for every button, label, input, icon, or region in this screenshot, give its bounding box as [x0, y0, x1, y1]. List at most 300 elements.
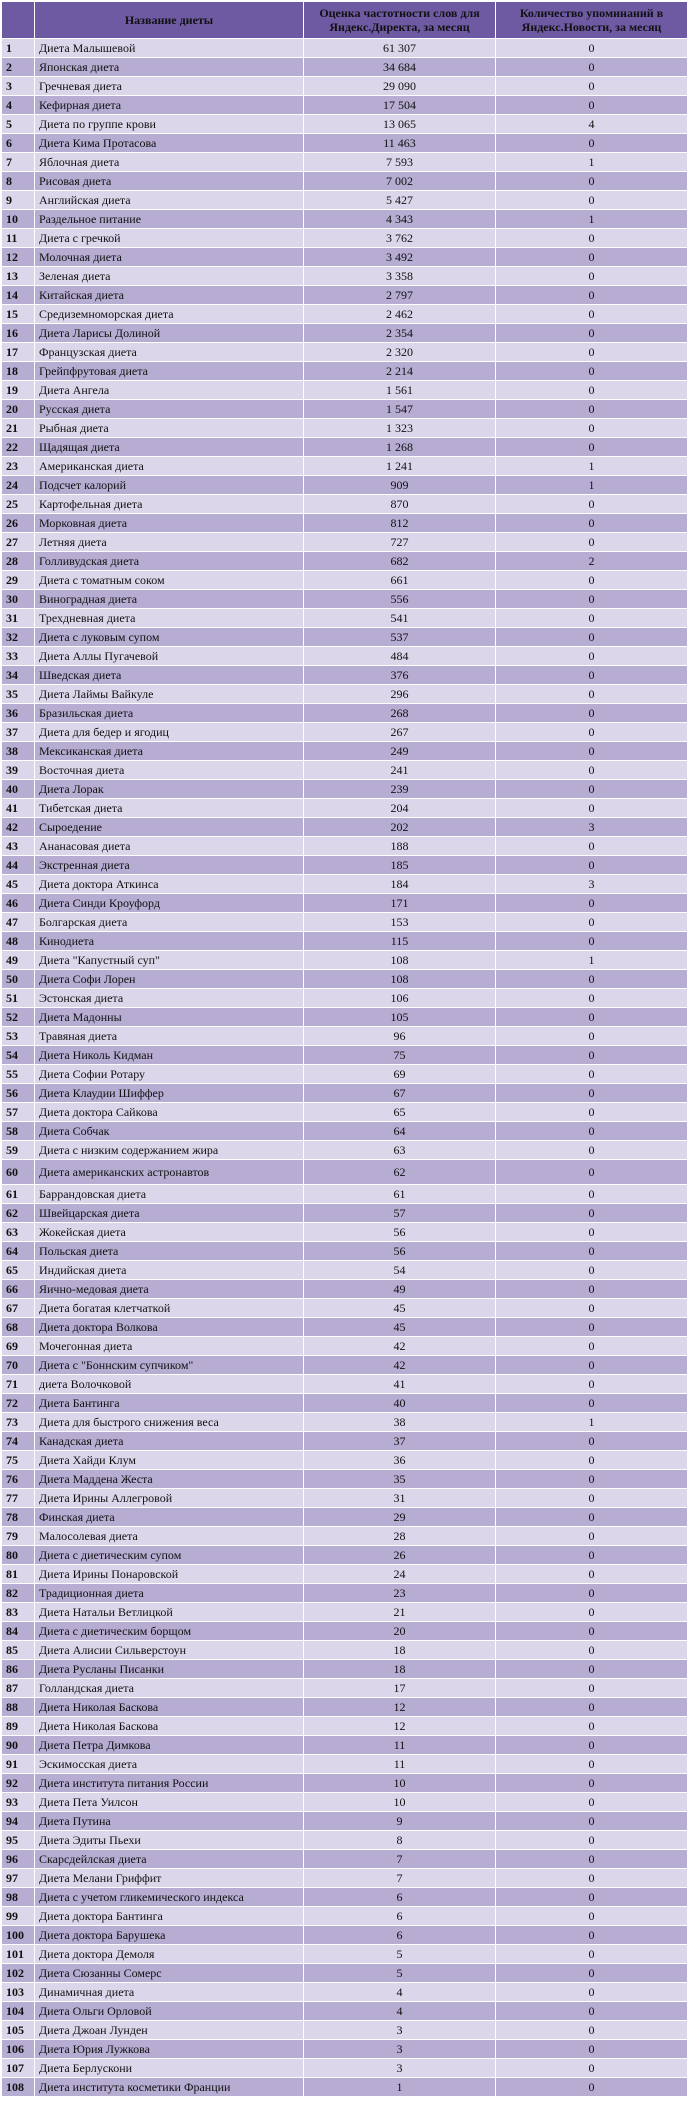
table-row [2, 1660, 688, 1679]
frequency-value: 556 [304, 590, 496, 609]
news-mentions-value: 0 [496, 571, 688, 590]
diet-name: Мексиканская диета [35, 742, 304, 761]
diet-name: Диета с низким содержанием жира [35, 1141, 304, 1160]
table-row [2, 115, 688, 134]
news-mentions-value: 0 [496, 970, 688, 989]
frequency-value: 108 [304, 951, 496, 970]
frequency-value: 67 [304, 1084, 496, 1103]
diet-name: Диета Юрия Лужкова [35, 2040, 304, 2059]
diet-name: Диета Кима Протасова [35, 134, 304, 153]
table-row [2, 2078, 688, 2097]
table-row [2, 1008, 688, 1027]
diet-name: Виноградная диета [35, 590, 304, 609]
diet-name: Малосолевая диета [35, 1527, 304, 1546]
row-number: 12 [2, 248, 35, 267]
news-mentions-value: 0 [496, 1508, 688, 1527]
frequency-value: 3 358 [304, 267, 496, 286]
diet-name: Ананасовая диета [35, 837, 304, 856]
diet-name: Японская диета [35, 58, 304, 77]
row-number: 43 [2, 837, 35, 856]
news-mentions-value: 0 [496, 1527, 688, 1546]
table-row [2, 1413, 688, 1432]
frequency-value: 57 [304, 1204, 496, 1223]
news-mentions-value: 0 [496, 1489, 688, 1508]
diet-name: Диета доктора Барушека [35, 1926, 304, 1945]
table-row [2, 1831, 688, 1850]
frequency-value: 12 [304, 1717, 496, 1736]
frequency-value: 108 [304, 970, 496, 989]
diet-name: Кефирная диета [35, 96, 304, 115]
row-number: 66 [2, 1280, 35, 1299]
table-row [2, 1223, 688, 1242]
row-number: 16 [2, 324, 35, 343]
news-mentions-value: 0 [496, 1432, 688, 1451]
table-row [2, 134, 688, 153]
table-row [2, 723, 688, 742]
row-number: 71 [2, 1375, 35, 1394]
table-row [2, 1337, 688, 1356]
row-number: 78 [2, 1508, 35, 1527]
diet-name: Канадская диета [35, 1432, 304, 1451]
table-row [2, 1850, 688, 1869]
diet-name: Сыроедение [35, 818, 304, 837]
frequency-value: 5 [304, 1945, 496, 1964]
news-mentions-value: 0 [496, 647, 688, 666]
table-row [2, 1736, 688, 1755]
row-number: 41 [2, 799, 35, 818]
table-row [2, 913, 688, 932]
diet-name: Диета Мелани Гриффит [35, 1869, 304, 1888]
row-number: 101 [2, 1945, 35, 1964]
table-row [2, 1299, 688, 1318]
news-mentions-value: 0 [496, 1223, 688, 1242]
news-mentions-value: 1 [496, 476, 688, 495]
news-mentions-value: 0 [496, 1812, 688, 1831]
frequency-value: 267 [304, 723, 496, 742]
row-number: 35 [2, 685, 35, 704]
diet-name: Диета по группе крови [35, 115, 304, 134]
news-mentions-value: 0 [496, 362, 688, 381]
table-row [2, 894, 688, 913]
news-mentions-value: 0 [496, 229, 688, 248]
frequency-value: 13 065 [304, 115, 496, 134]
row-number: 72 [2, 1394, 35, 1413]
diet-name: Скарсдейлская диета [35, 1850, 304, 1869]
news-mentions-value: 0 [496, 1394, 688, 1413]
table-row [2, 96, 688, 115]
frequency-value: 18 [304, 1641, 496, 1660]
news-mentions-value: 0 [496, 1337, 688, 1356]
news-mentions-value: 0 [496, 2040, 688, 2059]
frequency-value: 10 [304, 1793, 496, 1812]
news-mentions-value: 0 [496, 1318, 688, 1337]
table-row [2, 1698, 688, 1717]
frequency-value: 3 492 [304, 248, 496, 267]
news-mentions-value: 1 [496, 457, 688, 476]
news-mentions-value: 0 [496, 685, 688, 704]
news-mentions-value: 0 [496, 400, 688, 419]
diet-name: Диета с "Боннским супчиком" [35, 1356, 304, 1375]
news-mentions-value: 0 [496, 1141, 688, 1160]
row-number: 76 [2, 1470, 35, 1489]
news-mentions-value: 0 [496, 837, 688, 856]
news-mentions-value: 0 [496, 1451, 688, 1470]
table-row [2, 1394, 688, 1413]
header-number [2, 2, 35, 39]
row-number: 25 [2, 495, 35, 514]
frequency-value: 5 427 [304, 191, 496, 210]
row-number: 30 [2, 590, 35, 609]
diet-ranking-table [1, 1, 688, 2097]
frequency-value: 185 [304, 856, 496, 875]
news-mentions-value: 0 [496, 704, 688, 723]
frequency-value: 106 [304, 989, 496, 1008]
table-row [2, 229, 688, 248]
frequency-value: 29 090 [304, 77, 496, 96]
news-mentions-value: 0 [496, 742, 688, 761]
frequency-value: 3 [304, 2021, 496, 2040]
frequency-value: 909 [304, 476, 496, 495]
diet-name: Французская диета [35, 343, 304, 362]
table-row [2, 1717, 688, 1736]
frequency-value: 376 [304, 666, 496, 685]
diet-name: Диета Ангела [35, 381, 304, 400]
table-row [2, 210, 688, 229]
news-mentions-value: 0 [496, 1065, 688, 1084]
frequency-value: 96 [304, 1027, 496, 1046]
table-row [2, 742, 688, 761]
news-mentions-value: 0 [496, 1008, 688, 1027]
news-mentions-value: 0 [496, 1679, 688, 1698]
frequency-value: 537 [304, 628, 496, 647]
row-number: 69 [2, 1337, 35, 1356]
diet-name: Диета с томатным соком [35, 571, 304, 590]
diet-name: Английская диета [35, 191, 304, 210]
row-number: 97 [2, 1869, 35, 1888]
news-mentions-value: 1 [496, 951, 688, 970]
news-mentions-value: 0 [496, 324, 688, 343]
diet-name: Диета с диетическим супом [35, 1546, 304, 1565]
table-row [2, 1356, 688, 1375]
news-mentions-value: 0 [496, 39, 688, 58]
frequency-value: 35 [304, 1470, 496, 1489]
table-row [2, 1027, 688, 1046]
frequency-value: 188 [304, 837, 496, 856]
frequency-value: 26 [304, 1546, 496, 1565]
diet-name: Диета Собчак [35, 1122, 304, 1141]
row-number: 9 [2, 191, 35, 210]
news-mentions-value: 0 [496, 2078, 688, 2097]
news-mentions-value: 0 [496, 495, 688, 514]
row-number: 45 [2, 875, 35, 894]
news-mentions-value: 0 [496, 780, 688, 799]
header-yandex-direct-frequency: Оценка частотности слов для Яндекс.Директа, за месяц [304, 2, 496, 39]
frequency-value: 204 [304, 799, 496, 818]
news-mentions-value: 3 [496, 875, 688, 894]
frequency-value: 49 [304, 1280, 496, 1299]
table-row [2, 1926, 688, 1945]
news-mentions-value: 0 [496, 1603, 688, 1622]
frequency-value: 34 684 [304, 58, 496, 77]
row-number: 37 [2, 723, 35, 742]
diet-name: Диета Джоан Лунден [35, 2021, 304, 2040]
news-mentions-value: 0 [496, 1299, 688, 1318]
news-mentions-value: 2 [496, 552, 688, 571]
table-row [2, 761, 688, 780]
table-row [2, 1046, 688, 1065]
table-row [2, 704, 688, 723]
frequency-value: 29 [304, 1508, 496, 1527]
diet-name: Диета Сюзанны Сомерс [35, 1964, 304, 1983]
diet-name: Диета Синди Кроуфорд [35, 894, 304, 913]
row-number: 104 [2, 2002, 35, 2021]
diet-name: Диета доктора Волкова [35, 1318, 304, 1337]
diet-name: Шведская диета [35, 666, 304, 685]
table-row [2, 875, 688, 894]
diet-name: Диета для быстрого снижения веса [35, 1413, 304, 1432]
frequency-value: 63 [304, 1141, 496, 1160]
news-mentions-value: 0 [496, 932, 688, 951]
news-mentions-value: 0 [496, 1736, 688, 1755]
news-mentions-value: 0 [496, 1926, 688, 1945]
frequency-value: 56 [304, 1223, 496, 1242]
diet-name: Молочная диета [35, 248, 304, 267]
diet-name: Голландская диета [35, 1679, 304, 1698]
table-row [2, 1280, 688, 1299]
frequency-value: 541 [304, 609, 496, 628]
frequency-value: 56 [304, 1242, 496, 1261]
diet-name: Диета с луковым супом [35, 628, 304, 647]
table-row [2, 58, 688, 77]
table-row [2, 1622, 688, 1641]
frequency-value: 23 [304, 1584, 496, 1603]
row-number: 99 [2, 1907, 35, 1926]
frequency-value: 4 [304, 2002, 496, 2021]
table-row [2, 2021, 688, 2040]
news-mentions-value: 0 [496, 267, 688, 286]
table-row [2, 1603, 688, 1622]
diet-name: Экстренная диета [35, 856, 304, 875]
table-row [2, 647, 688, 666]
news-mentions-value: 0 [496, 1565, 688, 1584]
table-row [2, 77, 688, 96]
row-number: 31 [2, 609, 35, 628]
table-row [2, 495, 688, 514]
table-row [2, 476, 688, 495]
diet-name: Диета Клаудии Шиффер [35, 1084, 304, 1103]
diet-name: Диета богатая клетчаткой [35, 1299, 304, 1318]
row-number: 1 [2, 39, 35, 58]
news-mentions-value: 0 [496, 1242, 688, 1261]
table-row [2, 1964, 688, 1983]
diet-name: Кинодиета [35, 932, 304, 951]
diet-name: Диета Русланы Писанки [35, 1660, 304, 1679]
table-row [2, 856, 688, 875]
news-mentions-value: 0 [496, 1375, 688, 1394]
diet-name: Диета Маддена Жеста [35, 1470, 304, 1489]
diet-name: Раздельное питание [35, 210, 304, 229]
row-number: 21 [2, 419, 35, 438]
row-number: 23 [2, 457, 35, 476]
diet-name: Диета Алисии Сильверстоун [35, 1641, 304, 1660]
frequency-value: 115 [304, 932, 496, 951]
row-number: 108 [2, 2078, 35, 2097]
news-mentions-value: 0 [496, 533, 688, 552]
frequency-value: 6 [304, 1926, 496, 1945]
table-row [2, 1242, 688, 1261]
news-mentions-value: 0 [496, 894, 688, 913]
diet-name: Диета Берлускони [35, 2059, 304, 2078]
news-mentions-value: 0 [496, 1546, 688, 1565]
row-number: 103 [2, 1983, 35, 2002]
diet-name: Диета Хайди Клум [35, 1451, 304, 1470]
diet-name: Диета Софии Ротару [35, 1065, 304, 1084]
diet-name: Диета Николь Кидман [35, 1046, 304, 1065]
table-row [2, 1084, 688, 1103]
news-mentions-value: 0 [496, 1584, 688, 1603]
diet-name: Травяная диета [35, 1027, 304, 1046]
table-row [2, 514, 688, 533]
diet-name: Средиземноморская диета [35, 305, 304, 324]
frequency-value: 21 [304, 1603, 496, 1622]
table-row [2, 153, 688, 172]
table-row [2, 1451, 688, 1470]
table-row [2, 343, 688, 362]
news-mentions-value: 0 [496, 1850, 688, 1869]
table-row [2, 1793, 688, 1812]
row-number: 98 [2, 1888, 35, 1907]
diet-name: Баррандовская диета [35, 1185, 304, 1204]
diet-name: Русская диета [35, 400, 304, 419]
table-row [2, 1318, 688, 1337]
row-number: 56 [2, 1084, 35, 1103]
table-row [2, 39, 688, 58]
diet-name: Бразильская диета [35, 704, 304, 723]
news-mentions-value: 0 [496, 590, 688, 609]
diet-name: Диета Путина [35, 1812, 304, 1831]
row-number: 88 [2, 1698, 35, 1717]
row-number: 77 [2, 1489, 35, 1508]
row-number: 46 [2, 894, 35, 913]
frequency-value: 2 320 [304, 343, 496, 362]
news-mentions-value: 0 [496, 666, 688, 685]
frequency-value: 61 307 [304, 39, 496, 58]
row-number: 49 [2, 951, 35, 970]
frequency-value: 7 [304, 1869, 496, 1888]
row-number: 95 [2, 1831, 35, 1850]
frequency-value: 38 [304, 1413, 496, 1432]
news-mentions-value: 0 [496, 1280, 688, 1299]
frequency-value: 11 463 [304, 134, 496, 153]
frequency-value: 69 [304, 1065, 496, 1084]
table-row [2, 951, 688, 970]
news-mentions-value: 1 [496, 1413, 688, 1432]
row-number: 61 [2, 1185, 35, 1204]
diet-name: Диета Ирины Понаровской [35, 1565, 304, 1584]
frequency-value: 6 [304, 1907, 496, 1926]
diet-name: Грейпфрутовая диета [35, 362, 304, 381]
news-mentions-value: 0 [496, 1755, 688, 1774]
table-row [2, 1983, 688, 2002]
frequency-value: 661 [304, 571, 496, 590]
news-mentions-value: 0 [496, 2059, 688, 2078]
table-body [2, 39, 688, 2097]
news-mentions-value: 3 [496, 818, 688, 837]
frequency-value: 11 [304, 1736, 496, 1755]
row-number: 96 [2, 1850, 35, 1869]
frequency-value: 31 [304, 1489, 496, 1508]
table-row [2, 2040, 688, 2059]
diet-name: Диета Эдиты Пьехи [35, 1831, 304, 1850]
frequency-value: 2 354 [304, 324, 496, 343]
diet-name: Диета американских астронавтов [35, 1160, 304, 1185]
frequency-value: 12 [304, 1698, 496, 1717]
news-mentions-value: 0 [496, 1185, 688, 1204]
row-number: 33 [2, 647, 35, 666]
table-row [2, 1160, 688, 1185]
row-number: 50 [2, 970, 35, 989]
frequency-value: 153 [304, 913, 496, 932]
diet-name: Голливудская диета [35, 552, 304, 571]
table-row [2, 1546, 688, 1565]
table-row [2, 1907, 688, 1926]
row-number: 100 [2, 1926, 35, 1945]
row-number: 39 [2, 761, 35, 780]
diet-name: Рыбная диета [35, 419, 304, 438]
diet-name: Болгарская диета [35, 913, 304, 932]
table-row [2, 1565, 688, 1584]
frequency-value: 1 323 [304, 419, 496, 438]
news-mentions-value: 0 [496, 1983, 688, 2002]
news-mentions-value: 0 [496, 381, 688, 400]
row-number: 90 [2, 1736, 35, 1755]
news-mentions-value: 0 [496, 1204, 688, 1223]
news-mentions-value: 0 [496, 134, 688, 153]
row-number: 55 [2, 1065, 35, 1084]
row-number: 93 [2, 1793, 35, 1812]
row-number: 106 [2, 2040, 35, 2059]
frequency-value: 2 214 [304, 362, 496, 381]
diet-name: Диета с диетическим борщом [35, 1622, 304, 1641]
frequency-value: 1 561 [304, 381, 496, 400]
row-number: 73 [2, 1413, 35, 1432]
diet-name: Диета с гречкой [35, 229, 304, 248]
row-number: 26 [2, 514, 35, 533]
frequency-value: 268 [304, 704, 496, 723]
row-number: 2 [2, 58, 35, 77]
diet-name: Рисовая диета [35, 172, 304, 191]
frequency-value: 37 [304, 1432, 496, 1451]
row-number: 64 [2, 1242, 35, 1261]
news-mentions-value: 0 [496, 1698, 688, 1717]
table-row [2, 571, 688, 590]
table-header [2, 2, 688, 39]
table-row [2, 1489, 688, 1508]
frequency-value: 7 593 [304, 153, 496, 172]
table-row [2, 1774, 688, 1793]
diet-name: Восточная диета [35, 761, 304, 780]
news-mentions-value: 0 [496, 438, 688, 457]
row-number: 42 [2, 818, 35, 837]
table-row [2, 590, 688, 609]
news-mentions-value: 0 [496, 989, 688, 1008]
news-mentions-value: 0 [496, 723, 688, 742]
frequency-value: 18 [304, 1660, 496, 1679]
frequency-value: 1 547 [304, 400, 496, 419]
table-row [2, 1527, 688, 1546]
diet-name: Гречневая диета [35, 77, 304, 96]
row-number: 59 [2, 1141, 35, 1160]
